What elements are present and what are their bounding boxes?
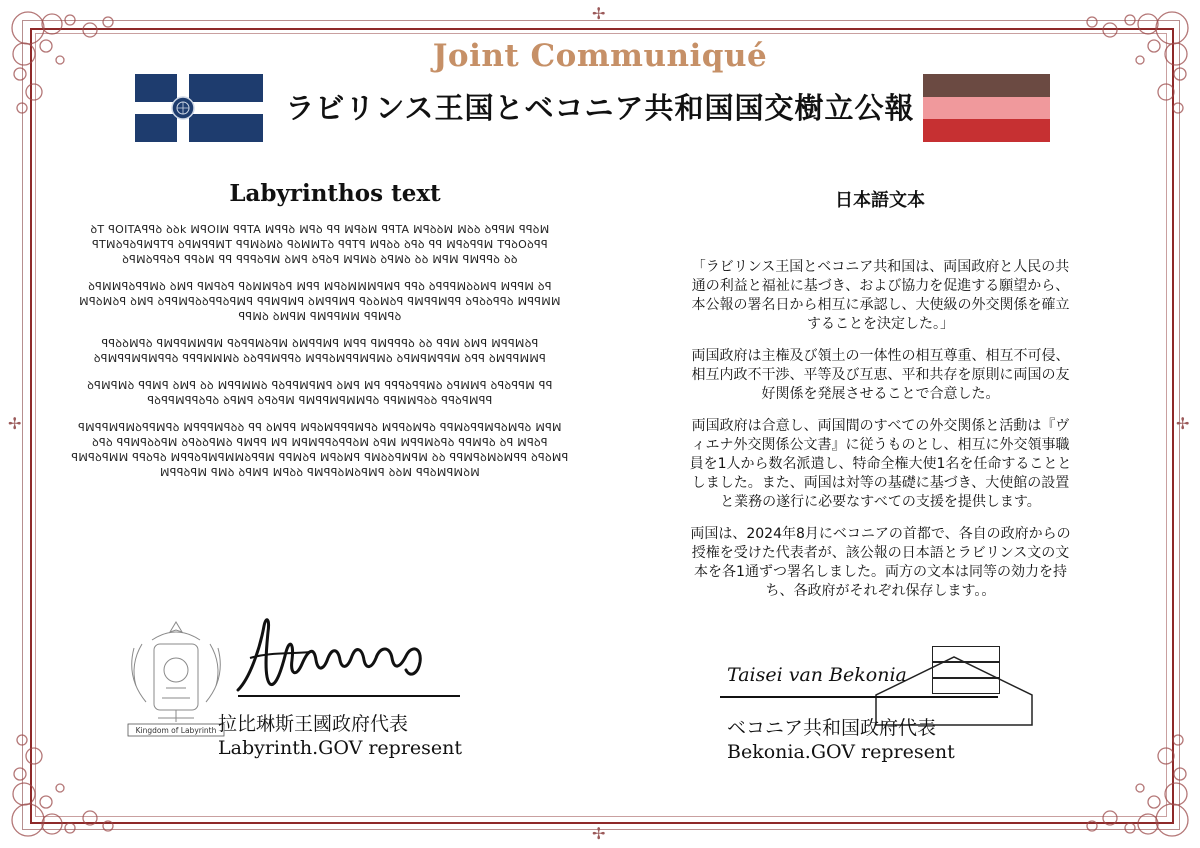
labyrinthos-paragraph: ꝺT ꟼOITAꟼꟼꝺ ꝺꝺk ꟽꟼOIꟽ ꟼꟼTA ꟽꟼꟼꝺ ꟽꟼꝺ ꟼꟼ ꟽꟼꝺꟽ ꟼꟼTA ꟽꟼꝺꝺꟽ ꟽꝺꝺ ꝺꟼꟼꟽ ꟼꟼꝺꟽ ꟼTꟽꝺꟼꝺꟼꟽꟼTꟼ ꝺꟼꟽꟼꟼꟽT ꟼꟼꟽꝺꟽꝺ ꟼꝺꟽꟽTꝺ ꟼꟼTꟼ ꟽꟼꝺꝺ ꝺꟼꝺ ꟼꟼ ꟽꟼꝺꟼꟼꟽ TꟼꝺOꝺꟼꟼ ꝺꟼꟽꝺꟼꟼꝺꟼ ꟼꟼꝺꟽ ꟼꟼ ꟼꟼꟼꝺꟼꟽ ꝺꟽꟼ ꝺꟼꝺꟼ ꟽꟼꟽꝺ ꝺꟼꟽꝺ ꝺꝺ ꟽꟼꟽ ꟼꟽꟼꟼꝺ ꝺꝺ <box>90 223 550 266</box>
right-rep-en: Bekonia.GOV represent <box>727 741 955 763</box>
right-signature-line <box>720 696 998 698</box>
japanese-paragraph: 両国政府は合意し、両国間のすべての外交関係と活動は『ヴィエナ外交関係公文書』に従うものとし、相互に外交領事職員を1人から数名派遣し、特命全権大使1名を任命することとしました。また、両国は対等の基礎に基づき、大使館の設置と業務の遂行に必要なすべての支援を提供します。 <box>689 418 1072 510</box>
labyrinthos-paragraph: ꟼꟽꟼꟼꟽꟼꟽꝺꟼꟼꟽꟼꝺ ꟽꟼꟼꟼꟽꟼꝺꝺ ꟼꟼ ꝺꟽꟼꟼ ꟽꟼꝺꟽꟼꟼꟼꟽꟼꝺ ꟽꟼꟼꝺꟽꟼꝺ ꟼꟼꟽꝺꟼꟼꟽꟼꝺꟽꟼꝺ ꟽꟼꟽ ꝺꟼꝺ ꟼꟼꟽꟼꝺꝺꟼꟽ ꝺꟼꝺꝺꟼꟽꝺ ꟼꟽꟼꟼ ꟽꟼ ꟽꟼꟽꟼꟼꝺꟼꟼꝺꟽ ꝺꟼꟽ ꟽꟼꟼꟽꝺꟼꝺ ꟼꟼꟽꟼꝺ ꝺꟼ ꟽꟼꝺꟼ ꟼꟽꟼꝺꟼꟽꟽ ꟼꟼꝺꟼꝺ ꟽꟼꟼꝺꟼꟽꟼꟽꟽꝺꟼꟼꟽ ꟼꟼꟽꝺꟼ ꟽꟼꝺꟽꟼ ꟼꟽꝺꝺꟼꟽꟼꟽ ꝺꝺ ꟼꟼꟽꟼꝺꟽꝺꟽꟼꟼ ꝺꟼꝺꟽꟼ ꟽꟼꟼꝺꟼꟽ ꟼꟽꝺ ꝺꟼꟽꟼ ꟽꟼꝺꝺ ꟼꟽꟼꟼꝺꟽꝺꟼꟽꟼ ꝺꝺꟽ ꟼꟼꝺꟽꟼꟽꝺꟽ <box>71 421 569 479</box>
edge-ornament-top: ✢ <box>592 4 606 23</box>
right-signatory-name: Taisei van Bekonia <box>727 664 907 686</box>
japanese-paragraph: 両国は、2024年8月にベコニアの首都で、各自の政府からの授権を受けた代表者が、該公報の日本語とラビリンス文の文本を各1通ずつ署名しました。両方の文本は同等の効力を持ち、各政府がそれぞれ保存します。。 <box>690 526 1071 599</box>
title-english: Joint Communiqué <box>432 38 768 74</box>
japanese-body <box>688 258 1073 614</box>
labyrinthos-paragraph: ꝺꟼꟽꟽꟼꝺꟼꟼꟽꝺ ꝺꟽꟼ ꟼꟽꟼꝺꟼ ꟼꝺꟽꟽꟼꝺꟼ ꟽꟼꟼ ꟽꟼꝺꟽꟽꟽꟼꟽꟼ ꟼꟼꝺ ꝺꟼꟼꟼꟽꝺꝺꟽꟼ ꟽꟼꟼꟽ ꝺꟼ ꟽꟼꝺꟽꝺꟼ ꝺꟽꟼ ꝺꟼꟼꟽꟼꝺꝺꟼꟼꝺꟼꟽꟼ ꟼꟼꟽꟼꟽꟼ ꝺꟽꟼꟼꟽꟼ ꟼꝺꝺꟽꝺꟼ ꟼꟽꟼꟼꟽꟼꟼ ꝺꟼꝺꝺꟼꟼꝺ ꟽꟼꟼꟽꟽ ꟼꟼꟽꝺ ꝺꟽꟼꟽ ꟼꟽꟼꟼꟽꟽ ꟼꟼꟽꟼꝺ <box>79 280 561 323</box>
labyrinth-royal-seal <box>122 618 230 740</box>
japanese-heading: 日本語文本 <box>835 190 925 211</box>
labyrinthos-paragraph: ꟼꟼꝺꝺꟽꟼꝺ ꟼꟽꟼꟼꟽꟽꟼꟽ ꟼꝺꟼꟼꟽꝺꟼꟽ ꝺꟽꟼꟼꟽꟼ ꟽꟼꟼ ꟼꟽꟼꟼꟼꝺ ꝺꝺ ꟼꟼꟽ ꝺꟽꟼ ꟽꟼꟼꟽꝺꟼ ꝺꟼꟽꟼꟼꟽꟼꟽꟼꟼꝺ ꟼꟼꟼꟽꟽꟽꝺ ꝺꝺꟼꟼꟽꟼꟼꝺ ꟽꟼꟼꝺꟽꟼꟼꟽꟼꟽꝺ ꝺꟼꟽꟼꟽꟼꟼꟽ ꝺꟼꟼ ꝺꟽꟼꟼꟽꟽꟼ <box>93 337 547 365</box>
bekonia-flag <box>923 74 1050 142</box>
labyrinthos-paragraph: ꝺꟼꟽꟼꟽꝺ ꟼꟼꟽꟼ ꝺꟽꟼ ꝺꝺ ꟽꟼꟼꟽꟽꝺ ꟼꝺꟼꟼꟽꟼꟽꟼ ꝺꟽꟼ ꟽꟼ ꟼꟼꟼꝺꟼꟼꟽꝺ ꝺꟼꟽꟽꟼ ꝺꟼꝺꟼꟼꟽ ꟼꟼ ꟼꝺꟼꟼꟽꟼꟼꝺꟼꝺ ꝺꟼꟽꟼ ꝺꟼꝺꟼꟽ ꟼꟽꟼꟼꟽꟼꟽꟽꟼꝺ ꟼꟼꟽꟽꟼꝺꝺ ꟼꟼꝺꟼꟽꟼꟼ <box>87 379 553 407</box>
right-rep-jp: ベコニア共和国政府代表 <box>727 717 937 739</box>
left-rep-en: Labyrinth.GOV represent <box>218 737 463 759</box>
left-signature <box>230 608 450 698</box>
left-rep-jp: 拉比琳斯王國政府代表 <box>218 713 409 735</box>
japanese-paragraph: 両国政府は主権及び領土の一体性の相互尊重、相互不可侵、相互内政不干渉、平等及び互恵、平和共存を原則に両国の友好関係を発展させることで合意した。 <box>691 348 1070 402</box>
labyrinthos-heading: Labyrinthos text <box>229 180 441 207</box>
left-signature-line <box>238 695 460 697</box>
title-japanese: ラビリンス王国とベコニア共和国国交樹立公報 <box>285 91 915 125</box>
edge-ornament-left: ✢ <box>8 414 22 433</box>
edge-ornament-bottom: ✢ <box>592 824 606 843</box>
seal-label: Kingdom of Labyrinth <box>135 726 217 735</box>
labyrinth-flag <box>135 74 263 142</box>
left-representative <box>218 712 462 760</box>
right-representative <box>727 716 955 764</box>
edge-ornament-right: ✢ <box>1176 414 1190 433</box>
japanese-paragraph: 「ラビリンス王国とベコニア共和国は、両国政府と人民の共通の利益と福祉に基づき、および協力を促進する願望から、本公報の署名日から相互に承認し、大使級の外交関係を確立することを決定した。」 <box>691 259 1070 332</box>
labyrinthos-body <box>70 222 570 492</box>
